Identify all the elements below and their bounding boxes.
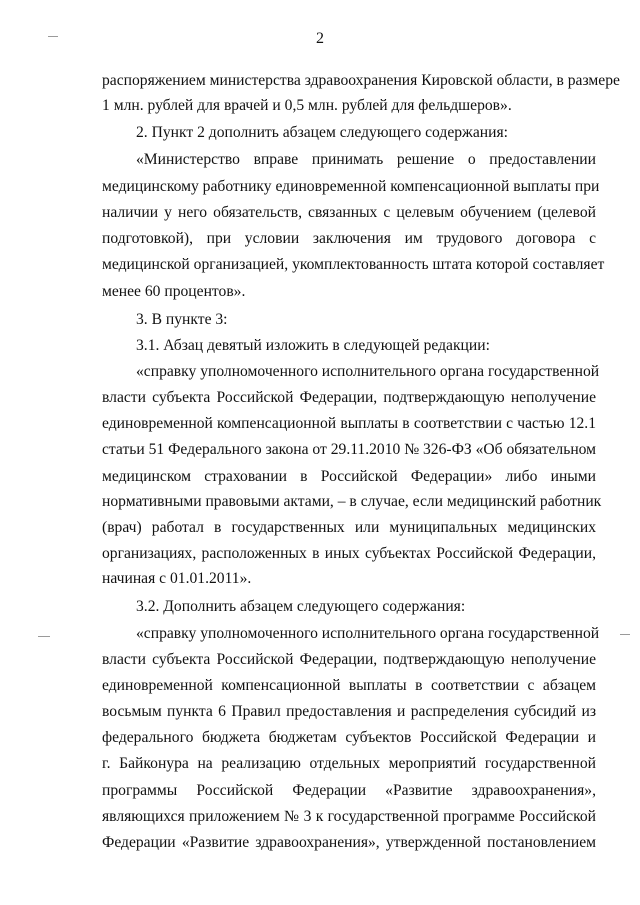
text-line: федерального бюджета бюджетам субъектов Российской Федерации и <box>102 729 596 746</box>
text-line: Федерации «Развитие здравоохранения», утвержденной постановлением <box>102 834 596 851</box>
text-line: 3.1. Абзац девятый изложить в следующей редакции: <box>136 337 490 354</box>
text-line: г. Байконура на реализацию отдельных мероприятий государственной <box>102 755 596 772</box>
text-line: 2. Пункт 2 дополнить абзацем следующего содержания: <box>136 124 508 141</box>
text-line: нормативными правовыми актами, – в случае, если медицинский работник <box>102 493 602 510</box>
text-line: «справку уполномоченного исполнительного органа государственной <box>136 625 600 642</box>
margin-mark <box>620 634 630 635</box>
text-line: медицинской организацией, укомплектованность штата которой составляет <box>102 256 605 273</box>
text-line: 3.2. Дополнить абзацем следующего содержания: <box>136 598 466 615</box>
text-line: медицинскому работнику единовременной компенсационной выплаты при <box>102 178 600 195</box>
text-line: единовременной компенсационной выплаты в соответствии с абзацем <box>102 677 596 694</box>
text-line: «Министерство вправе принимать решение о предоставлении <box>136 151 596 168</box>
text-line: медицинском страховании в Российской Федерации» либо иными <box>102 468 596 485</box>
text-line: программы Российской Федерации «Развитие здравоохранения», <box>102 782 596 799</box>
text-line: статьи 51 Федерального закона от 29.11.2010 № 326-ФЗ «Об обязательном <box>102 441 597 458</box>
text-line: власти субъекта Российской Федерации, подтверждающую неполучение <box>102 651 596 668</box>
text-line: восьмым пункта 6 Правил предоставления и распределения субсидий из <box>102 703 596 720</box>
text-line: (врач) работал в государственных или муниципальных медицинских <box>102 519 596 536</box>
text-line: 1 млн. рублей для врачей и 0,5 млн. рублей для фельдшеров». <box>102 97 512 114</box>
text-line: подготовкой), при условии заключения им трудового договора с <box>102 230 596 247</box>
text-line: менее 60 процентов». <box>102 283 246 300</box>
text-line: распоряжением министерства здравоохранения Кировской области, в размере <box>102 72 620 89</box>
page-number: 2 <box>316 30 324 47</box>
text-line: начиная с 01.01.2011». <box>102 570 252 587</box>
text-line: «справку уполномоченного исполнительного органа государственной <box>136 363 600 380</box>
text-line: организациях, расположенных в иных субъектах Российской Федерации, <box>102 545 596 562</box>
margin-mark <box>38 636 50 637</box>
text-line: 3. В пункте 3: <box>136 311 228 328</box>
text-line: наличии у него обязательств, связанных с целевым обучением (целевой <box>102 204 596 221</box>
text-line: единовременной компенсационной выплаты в соответствии с частью 12.1 <box>102 415 596 432</box>
text-line: являющихся приложением № 3 к государственной программе Российской <box>102 808 596 825</box>
text-line: власти субъекта Российской Федерации, подтверждающую неполучение <box>102 389 596 406</box>
margin-mark <box>48 36 58 37</box>
